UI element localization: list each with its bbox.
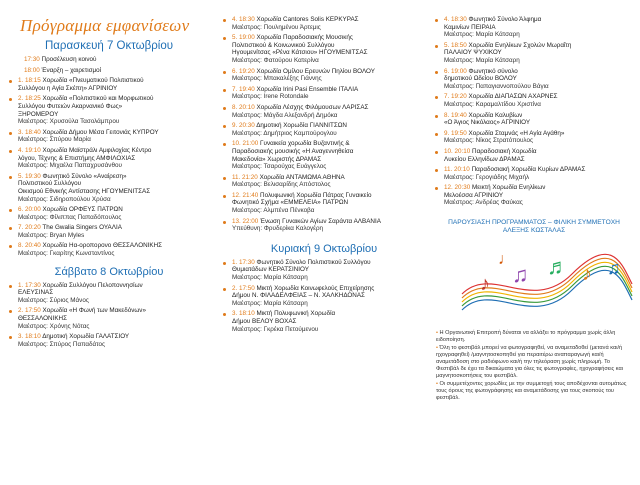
entry-conductor: Μαέστρος: Ανδρέας Φαύκας <box>444 199 523 207</box>
entry-choir-line: Μελοέσσα ΑΓΡΙΝΙΟΥ <box>444 191 504 199</box>
entry-choir: The Gwalia Singers ΟΥΑΛΙΑ <box>42 224 122 232</box>
entry-choir-line: Μακεδονία» Χωριστής ΔΡΑΜΑΣ <box>232 155 322 163</box>
entry-time: 19:30 <box>25 172 43 180</box>
bullet-dot <box>435 115 438 118</box>
entry-number: 7. <box>18 224 26 232</box>
entry-first-line <box>444 42 636 50</box>
bullet-dot <box>435 133 438 136</box>
bullet-dot <box>9 209 12 212</box>
opening-schedule <box>6 56 212 74</box>
entry-choir: Μικτή Χορωδία Κοινωφελούς Επιχείρησης <box>256 284 375 292</box>
svg-text:♪: ♪ <box>480 272 490 295</box>
entry-choir-line: λόγου, Τέχνης & Επιστήμης ΑΜΦΙΛΟΧΙΑΣ <box>18 154 136 162</box>
entry-number: 13. <box>232 217 243 225</box>
schedule-entry <box>220 310 428 333</box>
entry-conductor: Μαέστρος: Σύριος Μάνος <box>18 296 89 304</box>
entry-time: 22:00 <box>242 217 261 225</box>
entry-time: 19:00 <box>239 34 257 42</box>
entry-choir-line: Καμινίων ΠΕΙΡΑΙΑ <box>444 23 496 31</box>
entry-time: 17:30 <box>239 258 257 266</box>
schedule-entry <box>6 129 212 144</box>
entry-conductor: Μαέστρος: Χρόνης Νότας <box>18 322 90 330</box>
entry-choir: Μικτή Πολυφωνική Χορωδία <box>256 310 336 318</box>
bullet-dot <box>435 96 438 99</box>
music-notes-illustration <box>432 244 636 320</box>
entry-conductor: Μαέστρος: Σπύρου Μαρία <box>18 136 91 144</box>
entry-conductor: Μαέστρος: Γερογιάδης Μιχαήλ <box>444 173 530 181</box>
schedule-entry <box>6 206 212 221</box>
svg-text:♫: ♫ <box>512 261 529 287</box>
entry-choir-line: Συλλόγου η Αγία Σκέπη» ΑΓΡΙΝΙΟΥ <box>18 84 118 92</box>
entry-choir: Χορωδία Ενηλίκων Σχολών Μωραΐτη <box>468 41 572 49</box>
schedule-entry <box>432 42 636 65</box>
entry-conductor: Μαέστρος: Σπύρος Παπαδάτος <box>18 340 106 348</box>
entry-choir-line: ΘΕΣΣΑΛΟΝΙΚΗΣ <box>18 315 67 323</box>
entry-conductor: Υπεύθυνη: Φρυδερίκα Καλογέρη <box>232 225 324 233</box>
entry-conductor: Μαέστρος: Πουλημένου Άρτεμις <box>232 23 321 31</box>
entry-conductor: Μαέστρος: Μαρία Κάτσαρη <box>232 274 308 282</box>
entry-choir: Χορωδία Ομίλου Ερευνών Πηλίου ΒΟΛΟΥ <box>256 67 375 75</box>
entry-time: 18:30 <box>239 16 257 23</box>
svg-text:♫: ♫ <box>607 257 621 278</box>
bullet-dot <box>223 143 226 146</box>
entry-number: 10. <box>444 147 455 155</box>
entry-conductor: Μαέστρος: Μαρία Κάτσαρη <box>444 31 520 39</box>
entry-time: 19:40 <box>239 85 257 93</box>
entry-number: 12. <box>444 184 455 192</box>
entry-time: 20:20 <box>25 224 43 232</box>
bullet-dot <box>223 89 226 92</box>
schedule-entry <box>432 184 636 207</box>
entry-conductor: Μαέστρος: Νίκος Στρατόπουλος <box>444 137 533 145</box>
entry-conductor: Μαέστρος: Τσαρούχας Ευάγγελος <box>232 163 327 171</box>
entry-number: 7. <box>444 93 452 101</box>
entry-conductor: Μαέστρος: Irene Rotondale <box>232 93 309 101</box>
entry-choir: Φωνητικό Σύνολο Άλφημα <box>468 16 542 23</box>
entry-choir-line: ΠΑΛΑΙΟΥ ΨΥΧΙΚΟΥ <box>444 49 502 57</box>
entry-choir-line: ΕΛΕΥΣΙΝΑΣ <box>18 289 54 297</box>
entry-choir: Χορωδία ΟΡΦΕΥΣ ΠΑΤΡΩΝ <box>42 206 123 214</box>
entry-first-line <box>18 333 212 341</box>
schedule-entry <box>432 112 636 127</box>
entry-first-line <box>18 206 212 214</box>
entry-number: 3. <box>232 310 240 318</box>
entry-time: 19:20 <box>239 67 257 75</box>
entry-choir-line: Δήμου ΒΕΛΟΥ ΒΟΧΑΣ <box>232 318 297 325</box>
bullet-dot <box>223 177 226 180</box>
schedule-entry <box>432 148 636 163</box>
entry-choir-line: Συλλόγου Φυτειών Ακαρνανικό Φως» <box>18 102 123 110</box>
entry-first-line <box>232 285 428 293</box>
note-bullet: • <box>436 345 440 352</box>
opening-text: Προσέλευση κοινού <box>41 56 97 63</box>
entry-first-line <box>232 104 428 112</box>
entry-conductor: Μαέστρος: Μιχαέλα Παπαχρυσάνθου <box>18 162 122 170</box>
schedule-entry <box>6 95 212 125</box>
entry-time: 19:50 <box>451 129 469 137</box>
bullet-dot <box>435 19 438 22</box>
schedule-entry <box>220 218 428 233</box>
entry-time: 20:30 <box>239 122 257 130</box>
entry-number: 1. <box>18 77 26 85</box>
schedule-entry <box>220 285 428 308</box>
opening-text: Έναρξη – χαιρετισμοί <box>41 66 102 74</box>
entry-first-line <box>444 93 636 101</box>
entry-conductor: Μαέστρος: Μαρία Κάτσαρη <box>444 56 520 64</box>
entry-first-line <box>18 224 212 232</box>
entry-conductor: Μαέστρος: Φατούρου Κατερίνα <box>232 56 319 64</box>
presenter-name: ΑΛΕΞΗΣ ΚΩΣΤΑΛΑΣ <box>502 227 566 235</box>
entry-conductor: Μαέστρος: Δημήτριος Καμπούρογλου <box>232 129 337 137</box>
schedule-entry <box>220 140 428 170</box>
music-staff-icon <box>432 244 636 320</box>
bullet-dot <box>9 245 12 248</box>
entry-choir: Δημοτική Χορωδία ΓΙΑΝΝΙΤΣΩΝ <box>256 122 347 130</box>
entry-choir: Γυναικεία χορωδία Βυζαντινής & <box>260 140 350 148</box>
entry-first-line <box>232 16 428 24</box>
entry-choir: Φωνητικό Σύνολο Πολιτιστικού Συλλόγου <box>256 258 371 266</box>
entry-choir-line: Δήμου Ν. ΦΙΛΑΔΕΛΦΕΙΑΣ – Ν. ΧΑΛΚΗΔΟΝΑΣ <box>232 292 365 300</box>
entry-number: 2. <box>18 307 26 315</box>
entry-conductor: Μαέστρος: Βελισαρίδης Απόστολος <box>232 181 331 189</box>
entry-choir: Χορωδία «Πολιτιστικού και Μορφωτικού <box>42 95 154 103</box>
entry-number: 1. <box>232 258 240 266</box>
entry-choir: Χορωδία Irini Pasi Ensemble ΙΤΑΛΙΑ <box>256 85 359 93</box>
bullet-dot <box>223 37 226 40</box>
bullet-dot <box>9 227 12 230</box>
schedule-entry <box>6 282 212 305</box>
entry-choir: Δημοτική Χορωδία ΓΑΛΑΤΣΙΟΥ <box>42 333 130 341</box>
bullet-dot <box>9 80 12 83</box>
entry-number: 6. <box>18 206 26 214</box>
entry-first-line <box>18 95 212 103</box>
opening-line <box>24 67 212 75</box>
entry-first-line <box>232 140 428 148</box>
entry-number: 1. <box>18 281 26 289</box>
entry-number: 6. <box>232 67 240 75</box>
schedule-entry <box>6 173 212 203</box>
entry-time: 20:00 <box>25 206 43 214</box>
entry-number: 5. <box>444 41 452 49</box>
entry-number: 6. <box>444 67 452 75</box>
bullet-dot <box>223 125 226 128</box>
svg-text:♬: ♬ <box>547 253 569 279</box>
entry-choir-line: Λυκείου Ελληνίδων ΔΡΑΜΑΣ <box>444 155 525 163</box>
svg-text:♩: ♩ <box>498 250 514 268</box>
entry-choir-line: Πολιτιστικού Συλλόγου <box>18 180 82 188</box>
entry-conductor: Μαέστρος: Μάγδα Αλεξανδρή Δημόκα <box>232 111 338 119</box>
presentation-label: ΠΑΡΟΥΣΙΑΣΗ ΠΡΟΓΡΑΜΜΑΤΟΣ – ΦΙΛΙΚΗ ΣΥΜΜΕΤΟΧΗ <box>448 219 620 227</box>
bullet-dot <box>435 71 438 74</box>
entry-choir: Χορωδία «Πνευματικού Πολιτιστικού <box>42 77 144 85</box>
entry-conductor: Μαέστρος: Μπακαλέξης Γιάννης <box>232 75 322 83</box>
entry-choir: Χορωδία Λέσχης Φιλόμουσων ΛΑΡΙΣΑΣ <box>256 103 369 111</box>
entry-number: 10. <box>232 140 243 148</box>
entry-first-line <box>232 122 428 130</box>
entry-choir: Παραδοσιακή Χορωδία <box>472 147 537 155</box>
entry-number: 3. <box>18 333 26 341</box>
schedule-entry <box>220 16 428 31</box>
entry-time: 20:40 <box>25 242 43 250</box>
entry-conductor: Μαέστρος: Φίλιππας Παπαδόπουλος <box>18 213 122 221</box>
entry-number: 8. <box>444 111 452 119</box>
bullet-dot <box>223 71 226 74</box>
entry-choir-line: Πολιτιστικού & Κοινωνικού Συλλόγου <box>232 41 335 49</box>
svg-text:♪: ♪ <box>582 262 592 285</box>
entry-number: 9. <box>444 129 452 137</box>
entry-conductor: Μαέστρος: Bryan Myles <box>18 231 85 239</box>
entry-choir: Ένωση Γυναικών Αγίων Σαράντα ΑΛΒΑΝΙΑ <box>260 217 381 225</box>
entry-number: 3. <box>18 128 26 136</box>
column-2 <box>220 16 428 336</box>
entry-choir: Χορωδία Δήμου Μέσα Γειτονιάς ΚΥΠΡΟΥ <box>42 128 159 136</box>
schedule-entry <box>432 166 636 181</box>
program-title: Πρόγραμμα εμφανίσεων <box>20 16 190 35</box>
note-paragraph <box>436 345 632 379</box>
entry-number: 5. <box>232 34 240 42</box>
entry-number: 9. <box>232 122 240 130</box>
entry-first-line <box>232 34 428 42</box>
entry-conductor: Μαέστρος: Μαρία Κάτσαρη <box>232 299 308 307</box>
bullet-dot <box>435 169 438 172</box>
entry-conductor: Μαέστρος: Γκαρίτης Κωνσταντίνος <box>18 250 115 258</box>
column-1 <box>6 0 212 351</box>
entry-time: 20:30 <box>454 184 473 192</box>
entry-number: 11. <box>444 166 455 174</box>
entry-first-line <box>18 147 212 155</box>
note-paragraph <box>436 330 632 344</box>
entry-first-line <box>18 77 212 85</box>
bullet-dot <box>9 176 12 179</box>
entry-first-line <box>18 307 212 315</box>
entry-choir: Χορωδία Καλυβίων <box>468 111 523 119</box>
bullet-dot <box>223 195 226 198</box>
bullet-dot <box>9 310 12 313</box>
column-3 <box>432 16 636 404</box>
entry-time: 19:00 <box>451 67 469 75</box>
entry-choir: Χορωδία ΔΙΑΠΑΣΩΝ ΑΧΑΡΝΕΣ <box>468 93 558 101</box>
entry-first-line <box>444 166 636 174</box>
entry-time: 18:10 <box>25 333 43 341</box>
bullet-dot <box>9 336 12 339</box>
entry-choir: Χορωδία Σταμνάς «Η Αγία Αγάθη» <box>468 129 565 137</box>
entry-choir-line: Φωνητικό Σχήμα «ΕΜΜΕΛΕΙΑ» ΠΑΤΡΩΝ <box>232 199 349 207</box>
entry-time: 20:10 <box>454 166 472 174</box>
presentation-credit <box>438 219 630 236</box>
entry-conductor: Μαέστρος: Χρυσούλα Τασολάμπρου <box>18 118 120 126</box>
entry-choir-line: Παραδοσιακής μουσικής «Η Αναγεννηθείσα <box>232 147 354 155</box>
bullet-dot <box>223 262 226 265</box>
entry-time: 19:40 <box>451 111 469 119</box>
entry-time: 18:40 <box>25 128 43 136</box>
friday-list <box>6 77 212 257</box>
entry-time: 18:30 <box>451 16 469 23</box>
entry-number: 4. <box>18 146 26 154</box>
entry-choir-line: «Ο Άγιος Νικόλαος» ΑΓΡΙΝΙΟΥ <box>444 119 531 127</box>
note-paragraph <box>436 381 632 401</box>
entry-time: 18:15 <box>25 77 43 85</box>
organizing-notes <box>436 330 632 402</box>
entry-choir-line: Οικισμού Εθνικής Αντίστασης ΗΓΟΥΜΕΝΙΤΣΑΣ <box>18 187 151 195</box>
schedule-entry <box>220 68 428 83</box>
entry-number: 7. <box>232 85 240 93</box>
schedule-entry <box>6 224 212 239</box>
day-sunday-heading: Κυριακή 9 Οκτωβρίου <box>270 242 378 255</box>
entry-first-line <box>444 148 636 156</box>
entry-time: 19:10 <box>25 146 43 154</box>
entry-choir: Χορωδία Cantores Solis ΚΕΡΚΥΡΑΣ <box>256 16 359 23</box>
bullet-dot <box>435 45 438 48</box>
opening-line <box>24 56 212 64</box>
bullet-dot <box>223 221 226 224</box>
entry-time: 21:40 <box>242 191 261 199</box>
entry-first-line <box>444 184 636 192</box>
entry-choir: Χορωδία Ηα-οροπορονο ΘΕΣΣΑΛΟΝΙΚΗΣ <box>42 242 163 250</box>
bullet-dot <box>9 98 12 101</box>
bullet-dot <box>223 288 226 291</box>
schedule-entry <box>220 122 428 137</box>
sunday-list <box>220 259 428 333</box>
day-friday-heading: Παρασκευή 7 Οκτωβρίου <box>44 40 174 52</box>
schedule-entry <box>220 174 428 189</box>
entry-choir: Χορωδία «Η Φωνή των Μακεδόνων» <box>42 307 146 315</box>
bullet-dot <box>435 187 438 190</box>
bullet-dot <box>9 150 12 153</box>
entry-choir-line: ΞΗΡΟΜΕΡΟΥ <box>18 110 59 118</box>
schedule-entry <box>432 16 636 39</box>
entry-choir-line: Ηγουμενίτσας «Ρένα Κάτσιου» ΗΓΟΥΜΕΝΙΤΣΑΣ <box>232 49 368 57</box>
sunday-list-cont <box>432 16 636 207</box>
entry-conductor: Μαέστρος: Παπαγιαννοπούλου Βάγια <box>444 82 549 90</box>
entry-first-line <box>232 310 428 318</box>
entry-choir: Πολυφωνική Χορωδία Πάτρας Γυναικείο <box>260 191 372 199</box>
entry-conductor: Μαέστρος: Γκρέκα Πετούμενου <box>232 325 319 333</box>
opening-time: 17:30 <box>24 56 42 63</box>
bullet-dot <box>223 19 226 22</box>
entry-time: 20:10 <box>454 147 473 155</box>
bullet-dot <box>435 151 438 154</box>
entry-conductor: Μαέστρος: Καραμαλτίδου Χριστίνα <box>444 100 541 108</box>
schedule-entry <box>6 307 212 330</box>
entry-choir-line: δημοτικού Ωδείου ΒΟΛΟΥ <box>444 75 517 83</box>
entry-conductor: Μαέστρος: Αλμπένα Πένκοβα <box>232 207 315 215</box>
note-text: Οι συμμετέχοντες χορωδίες με την συμμετοχή τους αποδέχονται αυτομάτως τους όρους της φωτογράφησης και αναμετάδοσης για τους σκοπούς του φεστιβάλ. <box>436 381 627 402</box>
bullet-dot <box>223 313 226 316</box>
schedule-entry <box>432 93 636 108</box>
entry-first-line <box>18 242 212 250</box>
schedule-entry <box>220 192 428 215</box>
entry-time: 21:00 <box>242 140 261 148</box>
entry-number: 4. <box>232 16 240 23</box>
schedule-entry <box>220 104 428 119</box>
bullet-dot <box>9 132 12 135</box>
note-text: Όλη το φεστιβάλ μπορεί να φωτογραφηθεί, να αναμεταδοθεί (μετανά και/ή ηχογραφηθεί) /μαγνητοσκοπηθεί για περαιτέρω αναπαραγωγή και/ή αναμετάδοση στο ραδιόφωνο και/ή την τηλεόραση χωρίς πληρωμή. Το Φεστιβάλ δε έχει τα δικαιώματα για όλες τις φωτογραφίες, ηχογραφήσεις και μαγνητοσκοπήσεις του φεστιβάλ. <box>436 345 623 379</box>
entry-choir: Μεικτή Χορωδία Ενηλίκων <box>472 184 546 192</box>
entry-time: 20:10 <box>239 103 257 111</box>
entry-number: 2. <box>18 95 26 103</box>
entry-number: 11. <box>232 173 243 181</box>
entry-time: 21:20 <box>242 173 260 181</box>
entry-choir: Φωνητικό σύνολο <box>468 67 518 75</box>
schedule-entry <box>6 333 212 348</box>
bullet-dot <box>9 285 12 288</box>
entry-choir: Φωνητικό Σύνολο «Αναίρεση» <box>42 172 127 180</box>
note-bullet: • <box>436 381 440 388</box>
entry-choir-line: Θυμιατάδων ΚΕΡΑΤΣΙΝΙΟΥ <box>232 266 309 274</box>
schedule-entry <box>220 259 428 282</box>
entry-first-line <box>444 112 636 120</box>
entry-number: 5. <box>18 172 26 180</box>
entry-time: 18:50 <box>451 41 469 49</box>
entry-time: 17:50 <box>239 284 257 292</box>
entry-choir: Παραδοσιακή Χορωδία Κυρίων ΔΡΑΜΑΣ <box>471 166 586 174</box>
entry-number: 8. <box>232 103 240 111</box>
entry-time: 18:10 <box>239 310 257 318</box>
entry-number: 4. <box>444 16 452 23</box>
entry-first-line <box>18 282 212 290</box>
entry-time: 19:20 <box>451 93 469 101</box>
entry-number: 12. <box>232 191 243 199</box>
schedule-entry <box>220 34 428 64</box>
saturday-list-cont <box>220 16 428 233</box>
schedule-entry <box>432 68 636 91</box>
schedule-entry <box>220 86 428 101</box>
entry-time: 17:30 <box>25 281 43 289</box>
entry-conductor: Μαέστρος: Σιδηροπούλου Χρύσα <box>18 195 111 203</box>
schedule-entry <box>432 130 636 145</box>
schedule-entry <box>6 147 212 170</box>
entry-number: 2. <box>232 284 240 292</box>
entry-first-line <box>444 16 636 24</box>
entry-time: 18:25 <box>25 95 43 103</box>
saturday-list <box>6 282 212 349</box>
entry-time: 17:50 <box>25 307 43 315</box>
entry-number: 8. <box>18 242 26 250</box>
schedule-entry <box>6 77 212 92</box>
day-saturday-heading: Σάββατο 8 Οκτωβρίου <box>54 265 164 278</box>
opening-time: 18:00 <box>24 66 42 74</box>
entry-choir: Χορωδία Παραδοσιακής Μουσικής <box>256 34 353 42</box>
schedule-entry <box>6 242 212 257</box>
entry-choir: Χορωδία Συλλόγου Πελοποννησίων <box>42 281 143 289</box>
bullet-dot <box>223 107 226 110</box>
entry-choir: Χορωδία Μαϊστράλι Αμφιλοχίας Κέντρο <box>42 146 152 154</box>
entry-choir: Χορωδία ΑΝΤΑΜΩΜΑ ΑΘΗΝΑ <box>259 173 345 181</box>
note-text: Η Οργανωτική Επιτροπή δύναται να αλλάξει το πρόγραμμα χωρίς άλλη ειδοποίηση. <box>436 329 616 343</box>
note-bullet: • <box>436 329 440 336</box>
